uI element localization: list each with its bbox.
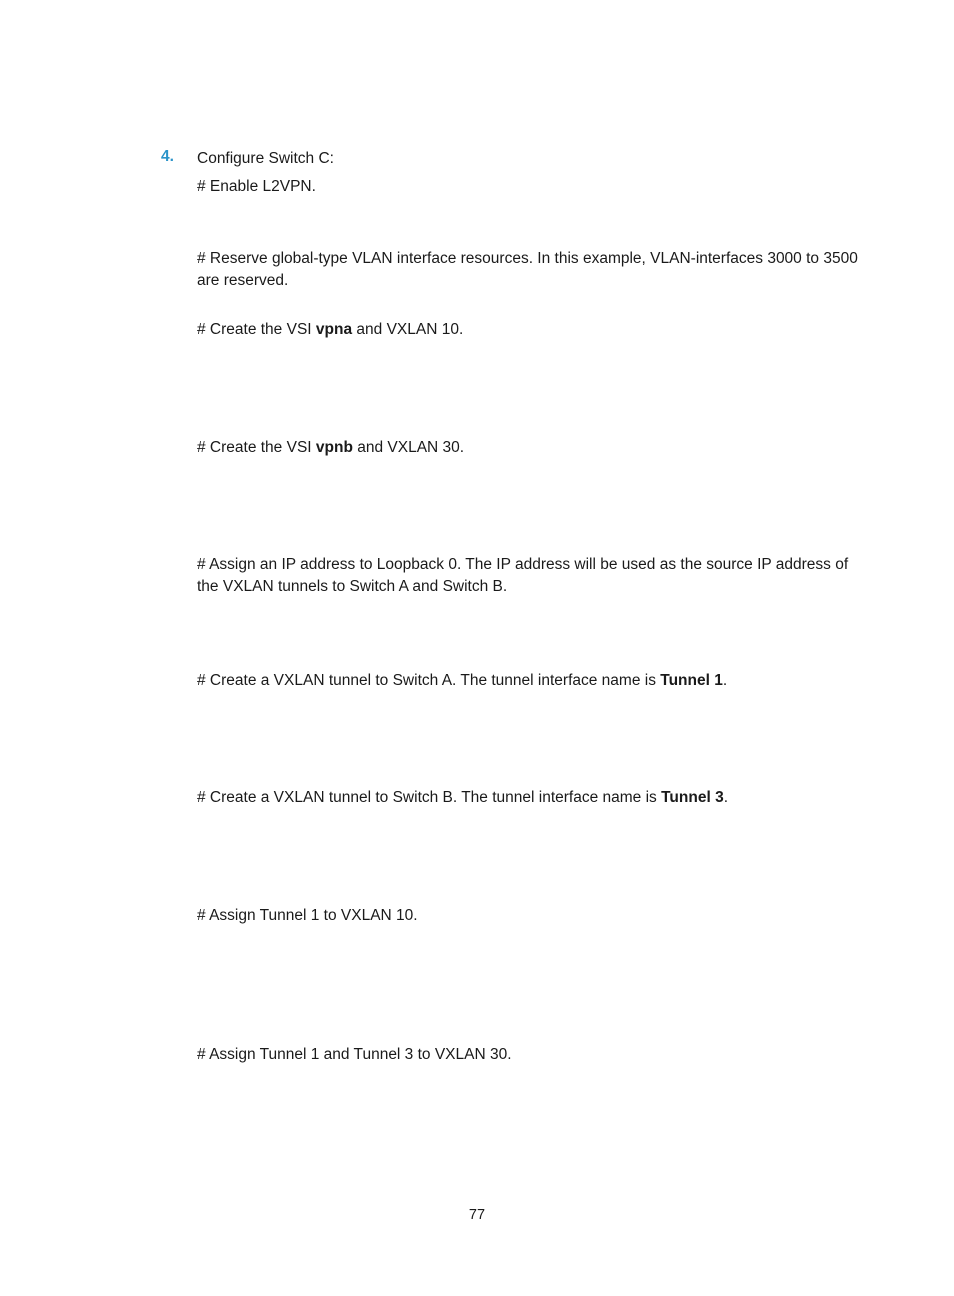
- comment-assign-tunnel-1: # Assign Tunnel 1 to VXLAN 10.: [197, 907, 418, 924]
- comment-text: # Create a VXLAN tunnel to Switch A. The tunnel interface name is: [197, 672, 661, 689]
- comment-create-vsi-vpnb: [197, 437, 464, 458]
- comment-create-tunnel-a: [197, 670, 727, 691]
- comment-text: .: [722, 672, 728, 689]
- comment-reserve-vlan: # Reserve global-type VLAN interface resources. In this example, VLAN-interfaces 3000 to 3500 are reserved.: [197, 250, 858, 289]
- comment-assign-loopback: # Assign an IP address to Loopback 0. The IP address will be used as the source IP address of the VXLAN tunnels to Switch A and Switch B.: [197, 556, 849, 595]
- vsi-name: vpnb: [315, 439, 353, 456]
- comment-text: # Create the VSI: [197, 321, 316, 338]
- comment-text: and VXLAN 30.: [352, 439, 465, 456]
- step-title: Configure Switch C:: [197, 150, 334, 167]
- comment-enable-l2vpn: # Enable L2VPN.: [197, 178, 316, 195]
- comment-assign-tunnel-1-and-3: # Assign Tunnel 1 and Tunnel 3 to VXLAN 30.: [197, 1046, 512, 1063]
- step-number: 4.: [161, 148, 174, 165]
- comment-create-vsi-vpna: [197, 319, 463, 340]
- comment-text: # Create the VSI: [197, 439, 316, 456]
- tunnel-name: Tunnel 3: [661, 789, 724, 806]
- tunnel-name: Tunnel 1: [660, 672, 723, 689]
- comment-create-tunnel-b: [197, 787, 728, 808]
- comment-text: and VXLAN 10.: [352, 321, 464, 338]
- page-number: 77: [468, 1207, 486, 1223]
- vsi-name: vpna: [315, 321, 353, 338]
- comment-text: .: [723, 789, 728, 806]
- comment-text: # Create a VXLAN tunnel to Switch B. The tunnel interface name is: [197, 789, 662, 806]
